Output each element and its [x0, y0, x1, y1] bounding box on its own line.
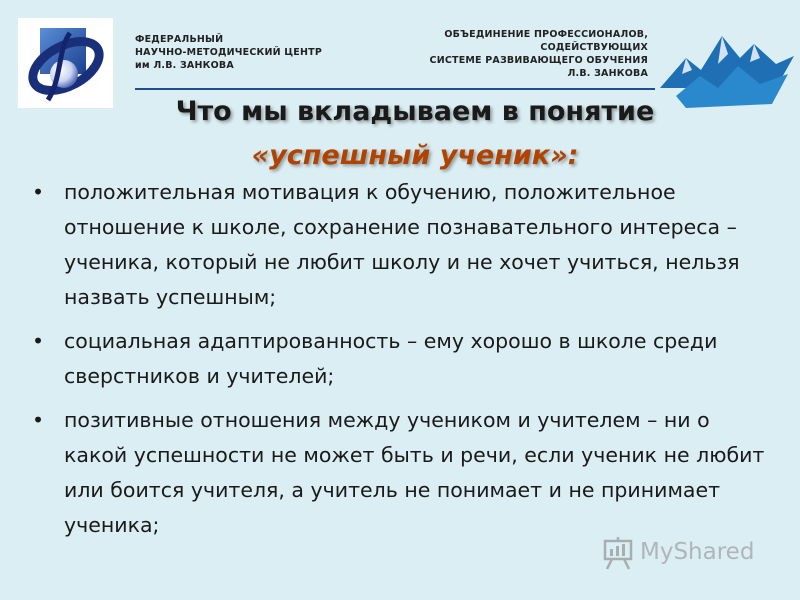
- bullet-item: [30, 175, 775, 315]
- title-line-1: Что мы вкладываем в понятие: [175, 96, 655, 127]
- org-left-line: ФЕДЕРАЛЬНЫЙ: [135, 34, 224, 45]
- org-right-line: СОДЕЙСТВУЮЩИХ: [540, 42, 648, 53]
- bullet-marker: •: [32, 408, 45, 432]
- organization-name-right: [388, 28, 648, 80]
- bullet-marker: •: [32, 180, 45, 204]
- bullet-text: положительная мотивация к обучению, положительное отношение к школе, сохранение познавательного интереса – ученика, который не любит школу и не хочет учиться, нельзя назвать успешным;: [64, 180, 740, 309]
- org-right-line: Л.В. ЗАНКОВА: [567, 68, 648, 79]
- org-left-line: НАУЧНО-МЕТОДИЧЕСКИЙ ЦЕНТР: [135, 47, 322, 58]
- bullet-marker: •: [32, 329, 45, 353]
- organization-name-left: [135, 33, 322, 72]
- org-left-line: им Л.В. ЗАНКОВА: [135, 60, 234, 71]
- watermark-text: MyShared: [640, 539, 755, 565]
- watermark: [602, 535, 762, 575]
- bullet-item: [30, 324, 775, 394]
- slide-title: [90, 90, 740, 178]
- bullet-text: социальная адаптированность – ему хорошо в школе среди сверстников и учителей;: [64, 329, 718, 388]
- presentation-board-icon: [602, 535, 636, 571]
- title-line-2: «успешный ученик»:: [251, 140, 579, 171]
- bullet-list: [30, 175, 775, 552]
- bullet-item: [30, 403, 775, 543]
- org-right-line: СИСТЕМЕ РАЗВИВАЮЩЕГО ОБУЧЕНИЯ: [429, 55, 648, 66]
- bullet-text: позитивные отношения между учеником и учителем – ни о какой успешности не может быть и речи, если ученик не любит или боится учителя, а учитель не понимает и не принимает ученика;: [64, 408, 765, 537]
- org-right-line: ОБЪЕДИНЕНИЕ ПРОФЕССИОНАЛОВ,: [444, 29, 648, 40]
